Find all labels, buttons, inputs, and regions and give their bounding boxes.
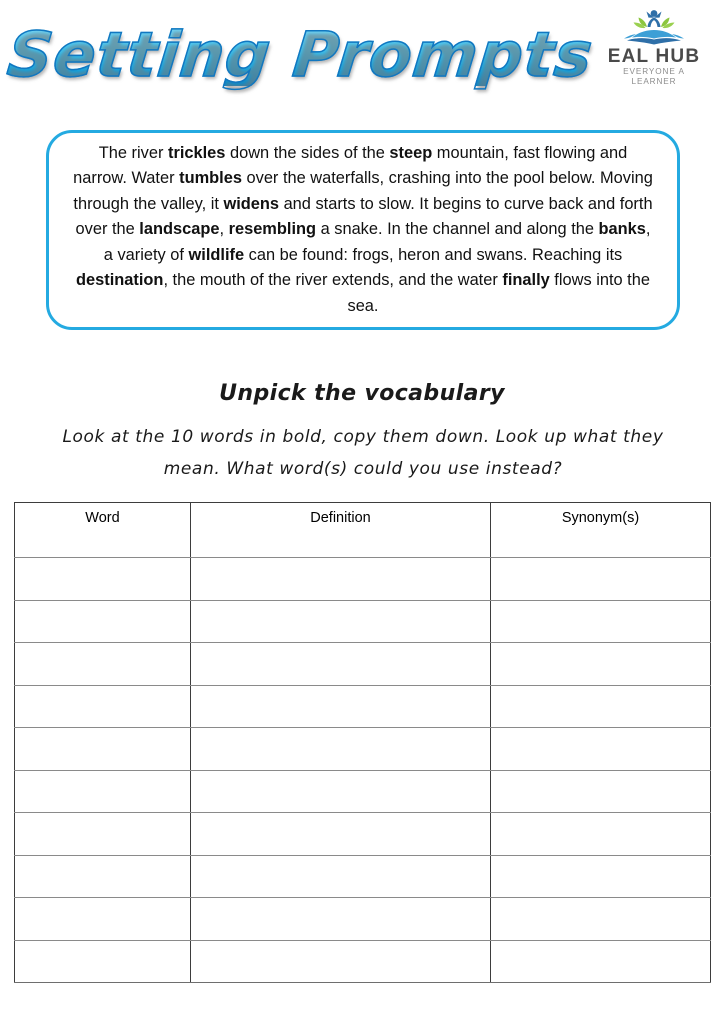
passage-text	[71, 141, 655, 320]
passage-run: , a variety of	[103, 220, 651, 264]
table-row	[15, 855, 711, 898]
word-cell[interactable]	[15, 898, 191, 941]
table-row	[15, 770, 711, 813]
passage-bold-word: trickles	[167, 143, 226, 162]
word-cell[interactable]	[15, 940, 191, 983]
synonym-cell[interactable]	[491, 770, 711, 813]
synonym-cell[interactable]	[491, 898, 711, 941]
definition-cell[interactable]	[191, 643, 491, 686]
passage-bold-word: resembling	[228, 220, 317, 239]
passage-run: over the waterfalls, crashing into the pool below. Moving through the valley, it	[73, 169, 653, 213]
passage-bold-word: steep	[389, 143, 433, 162]
definition-cell[interactable]	[191, 770, 491, 813]
definition-cell[interactable]	[191, 940, 491, 983]
synonym-cell[interactable]	[491, 940, 711, 983]
table-header-row	[15, 503, 711, 558]
word-cell[interactable]	[15, 685, 191, 728]
table-row	[15, 898, 711, 941]
synonym-cell[interactable]	[491, 600, 711, 643]
activity-heading: Unpick the vocabulary	[219, 381, 505, 406]
synonym-cell[interactable]	[491, 855, 711, 898]
passage-bold-word: landscape	[139, 220, 220, 239]
table-row	[15, 728, 711, 771]
passage-run: mountain, fast flowing and narrow. Water	[73, 143, 628, 188]
passage-run: down the sides of the	[225, 143, 390, 162]
activity-instructions: Look at the 10 words in bold, copy them down. Look up what they mean. What word(s) could you use instead?	[62, 427, 664, 479]
table-row	[15, 940, 711, 983]
table-row	[15, 558, 711, 601]
column-header-word: Word	[15, 503, 191, 558]
passage-bold-word: wildlife	[188, 245, 245, 264]
synonym-cell[interactable]	[491, 643, 711, 686]
passage-run: can be found: frogs, heron and swans. Reaching its	[244, 245, 623, 264]
logo-tagline: EVERYONE A LEARNER	[623, 67, 685, 86]
word-cell[interactable]	[15, 813, 191, 856]
column-header-synonyms: Synonym(s)	[491, 503, 711, 558]
definition-cell[interactable]	[191, 600, 491, 643]
definition-cell[interactable]	[191, 855, 491, 898]
synonym-cell[interactable]	[491, 558, 711, 601]
synonym-cell[interactable]	[491, 813, 711, 856]
definition-cell[interactable]	[191, 728, 491, 771]
word-cell[interactable]	[15, 728, 191, 771]
eal-hub-logo	[600, 8, 708, 86]
table-row	[15, 643, 711, 686]
passage-run: a snake. In the channel and along the	[316, 220, 599, 239]
logo-name: EAL HUB	[607, 46, 701, 67]
table-body	[15, 558, 711, 983]
table-header	[15, 503, 711, 558]
table-row	[15, 685, 711, 728]
passage-run: ,	[219, 220, 229, 239]
column-header-definition: Definition	[191, 503, 491, 558]
definition-cell[interactable]	[191, 558, 491, 601]
definition-cell[interactable]	[191, 813, 491, 856]
word-cell[interactable]	[15, 558, 191, 601]
table-row	[15, 813, 711, 856]
word-cell[interactable]	[15, 600, 191, 643]
page-title: Setting Prompts	[3, 18, 597, 91]
word-cell[interactable]	[15, 643, 191, 686]
passage-bold-word: finally	[502, 271, 550, 290]
passage-run: The river	[98, 143, 168, 162]
worksheet-title-container	[3, 14, 597, 96]
passage-box	[46, 130, 680, 330]
passage-run: flows into the sea.	[347, 271, 650, 315]
synonym-cell[interactable]	[491, 728, 711, 771]
passage-bold-word: tumbles	[179, 169, 242, 188]
definition-cell[interactable]	[191, 898, 491, 941]
word-cell[interactable]	[15, 855, 191, 898]
synonym-cell[interactable]	[491, 685, 711, 728]
vocabulary-table	[14, 502, 711, 983]
passage-bold-word: banks	[598, 220, 646, 239]
definition-cell[interactable]	[191, 685, 491, 728]
page-header	[0, 0, 724, 110]
passage-bold-word: widens	[223, 194, 280, 213]
eal-hub-emblem-icon	[600, 8, 708, 46]
passage-run: and starts to slow. It begins to curve back and forth over the	[75, 194, 653, 239]
passage-run: , the mouth of the river extends, and the water	[163, 271, 503, 290]
word-cell[interactable]	[15, 770, 191, 813]
passage-bold-word: destination	[76, 271, 164, 290]
table-row	[15, 600, 711, 643]
